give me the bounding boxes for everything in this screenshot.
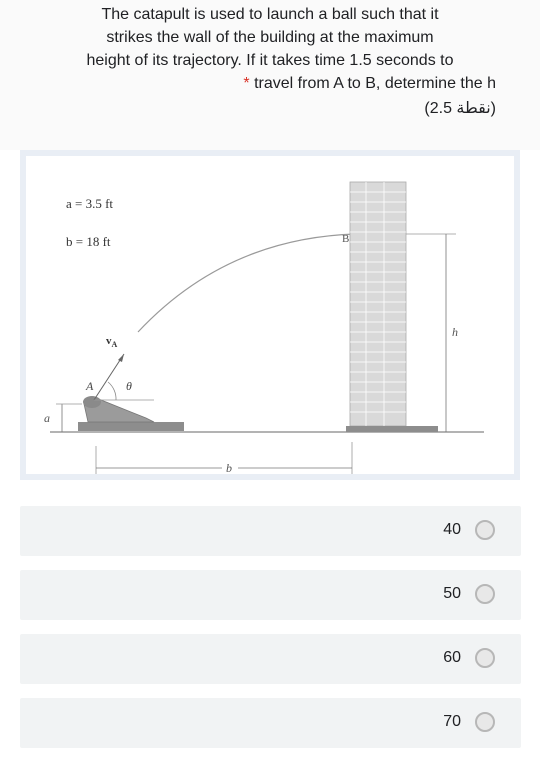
question-line-4-text: travel from A to B, determine the h [254, 75, 496, 92]
option-label: 40 [443, 521, 461, 538]
label-theta: θ [126, 379, 132, 393]
figure-frame [20, 150, 520, 480]
label-B: B [342, 233, 350, 245]
angle-arc [108, 382, 116, 400]
option-70[interactable] [20, 698, 521, 748]
given-a: a = 3.5 ft [66, 196, 114, 211]
wall-footing [346, 426, 438, 432]
option-label: 50 [443, 585, 461, 602]
option-label: 70 [443, 713, 461, 730]
question-header [0, 0, 540, 150]
radio-button[interactable] [475, 584, 495, 604]
required-asterisk: * [243, 75, 250, 92]
question-line-3: height of its trajectory. If it takes time 1.5 seconds to [86, 52, 454, 69]
option-40[interactable] [20, 506, 521, 556]
option-label: 60 [443, 649, 461, 666]
brick-wall [350, 182, 406, 426]
label-a: a [44, 411, 50, 425]
catapult-cup [83, 396, 101, 408]
label-A: A [86, 379, 94, 393]
diagram-svg [26, 156, 514, 474]
option-60[interactable] [20, 634, 521, 684]
label-h: h [452, 325, 458, 339]
radio-button[interactable] [475, 712, 495, 732]
catapult-diagram [26, 156, 514, 474]
radio-button[interactable] [475, 648, 495, 668]
points-label: (نقطة 2.5) [424, 100, 496, 117]
given-b: b = 18 ft [66, 234, 111, 249]
label-b: b [226, 461, 232, 474]
catapult-base [78, 422, 184, 431]
question-line-4 [243, 75, 496, 93]
radio-button[interactable] [475, 520, 495, 540]
velocity-arrowhead [118, 354, 124, 362]
question-line-1: The catapult is used to launch a ball such that it [101, 6, 439, 23]
option-50[interactable] [20, 570, 521, 620]
velocity-arrow [94, 354, 124, 400]
label-vA: $v_A$ [106, 335, 118, 349]
question-line-2: strikes the wall of the building at the maximum [106, 29, 434, 46]
ball-trajectory [138, 234, 356, 332]
